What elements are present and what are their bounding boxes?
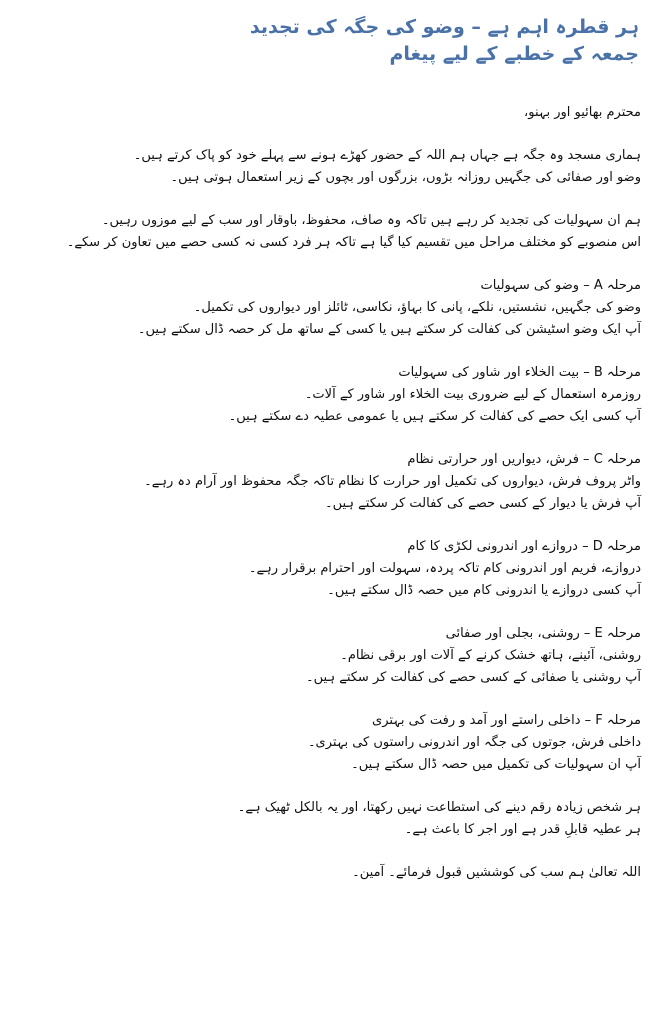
phase-f-section bbox=[18, 710, 641, 776]
greeting-line: محترم بھائیو اور بہنو، bbox=[524, 105, 641, 120]
closing-line-1: ہر شخص زیادہ رقم دینے کی استطاعت نہیں رکھتا، اور یہ بالکل ٹھیک ہے۔ bbox=[237, 800, 641, 815]
plan-line-2: اس منصوبے کو مختلف مراحل میں تقسیم کیا گیا ہے تاکہ ہر فرد کسی نہ کسی حصے میں تعاون کر سکے۔ bbox=[66, 235, 641, 250]
document-body bbox=[18, 102, 649, 884]
phase-a-line-2: آپ ایک وضو اسٹیشن کی کفالت کر سکتے ہیں یا کسی کے ساتھ مل کر حصہ ڈال سکتے ہیں۔ bbox=[137, 322, 641, 337]
plan-paragraph bbox=[18, 210, 641, 254]
prayer-paragraph bbox=[18, 862, 641, 884]
phase-c-line-1: واٹر پروف فرش، دیواروں کی تکمیل اور حرارت کا نظام تاکہ جگہ محفوظ اور آرام دہ رہے۔ bbox=[144, 474, 641, 489]
phase-a-section bbox=[18, 275, 641, 341]
phase-b-section bbox=[18, 362, 641, 428]
phase-c-heading: مرحلہ C – فرش، دیواریں اور حرارتی نظام bbox=[407, 452, 641, 467]
phase-d-section bbox=[18, 536, 641, 602]
phase-f-line-2: آپ ان سہولیات کی تکمیل میں حصہ ڈال سکتے ہیں۔ bbox=[351, 757, 641, 772]
phase-e-line-1: روشنی، آئینے، ہاتھ خشک کرنے کے آلات اور برقی نظام۔ bbox=[340, 648, 641, 663]
prayer-line: اللہ تعالیٰ ہم سب کی کوششیں قبول فرمائے۔ آمین۔ bbox=[352, 865, 641, 880]
intro-paragraph bbox=[18, 145, 641, 189]
phase-a-line-1: وضو کی جگہیں، نشستیں، نلکے، پانی کا بہاؤ، نکاسی، ٹائلز اور دیواروں کی تکمیل۔ bbox=[193, 300, 641, 315]
greeting-paragraph bbox=[18, 102, 641, 124]
phase-b-line-1: روزمرہ استعمال کے لیے ضروری بیت الخلاء اور شاور کے آلات۔ bbox=[304, 387, 641, 402]
phase-d-line-2: آپ کسی دروازے یا اندرونی کام میں حصہ ڈال سکتے ہیں۔ bbox=[327, 583, 641, 598]
phase-f-heading: مرحلہ F – داخلی راستے اور آمد و رفت کی بہتری bbox=[372, 713, 641, 728]
phase-f-line-1: داخلی فرش، جوتوں کی جگہ اور اندرونی راستوں کی بہتری۔ bbox=[307, 735, 641, 750]
closing-paragraph bbox=[18, 797, 641, 841]
intro-line-2: وضو اور صفائی کی جگہیں روزانہ بڑوں، بزرگوں اور بچوں کے زیر استعمال ہوتی ہیں۔ bbox=[170, 170, 641, 185]
phase-e-heading: مرحلہ E – روشنی، بجلی اور صفائی bbox=[445, 626, 641, 641]
phase-d-line-1: دروازے، فریم اور اندرونی کام تاکہ پردہ، سہولت اور احترام برقرار رہے۔ bbox=[248, 561, 641, 576]
phase-e-line-2: آپ روشنی یا صفائی کے کسی حصے کی کفالت کر سکتے ہیں۔ bbox=[306, 670, 641, 685]
phase-b-line-2: آپ کسی ایک حصے کی کفالت کر سکتے ہیں یا عمومی عطیہ دے سکتے ہیں۔ bbox=[228, 409, 641, 424]
phase-b-heading: مرحلہ B – بیت الخلاء اور شاور کی سہولیات bbox=[398, 365, 641, 380]
phase-a-heading: مرحلہ A – وضو کی سہولیات bbox=[480, 278, 641, 293]
document-title: ہر قطرہ اہم ہے – وضو کی جگہ کی تجدید bbox=[249, 16, 639, 38]
phase-c-line-2: آپ فرش یا دیوار کے کسی حصے کی کفالت کر سکتے ہیں۔ bbox=[324, 496, 641, 511]
phase-e-section bbox=[18, 623, 641, 689]
phase-c-section bbox=[18, 449, 641, 515]
plan-line-1: ہم ان سہولیات کی تجدید کر رہے ہیں تاکہ وہ صاف، محفوظ، باوقار اور سب کے لیے موزوں رہیں۔ bbox=[101, 213, 641, 228]
intro-line-1: ہماری مسجد وہ جگہ ہے جہاں ہم اللہ کے حضور کھڑے ہونے سے پہلے خود کو پاک کرتے ہیں۔ bbox=[133, 148, 641, 163]
document-subtitle: جمعہ کے خطبے کے لیے پیغام bbox=[389, 43, 639, 65]
phase-d-heading: مرحلہ D – دروازے اور اندرونی لکڑی کا کام bbox=[407, 539, 641, 554]
closing-line-2: ہر عطیہ قابلِ قدر ہے اور اجر کا باعث ہے۔ bbox=[404, 822, 641, 837]
